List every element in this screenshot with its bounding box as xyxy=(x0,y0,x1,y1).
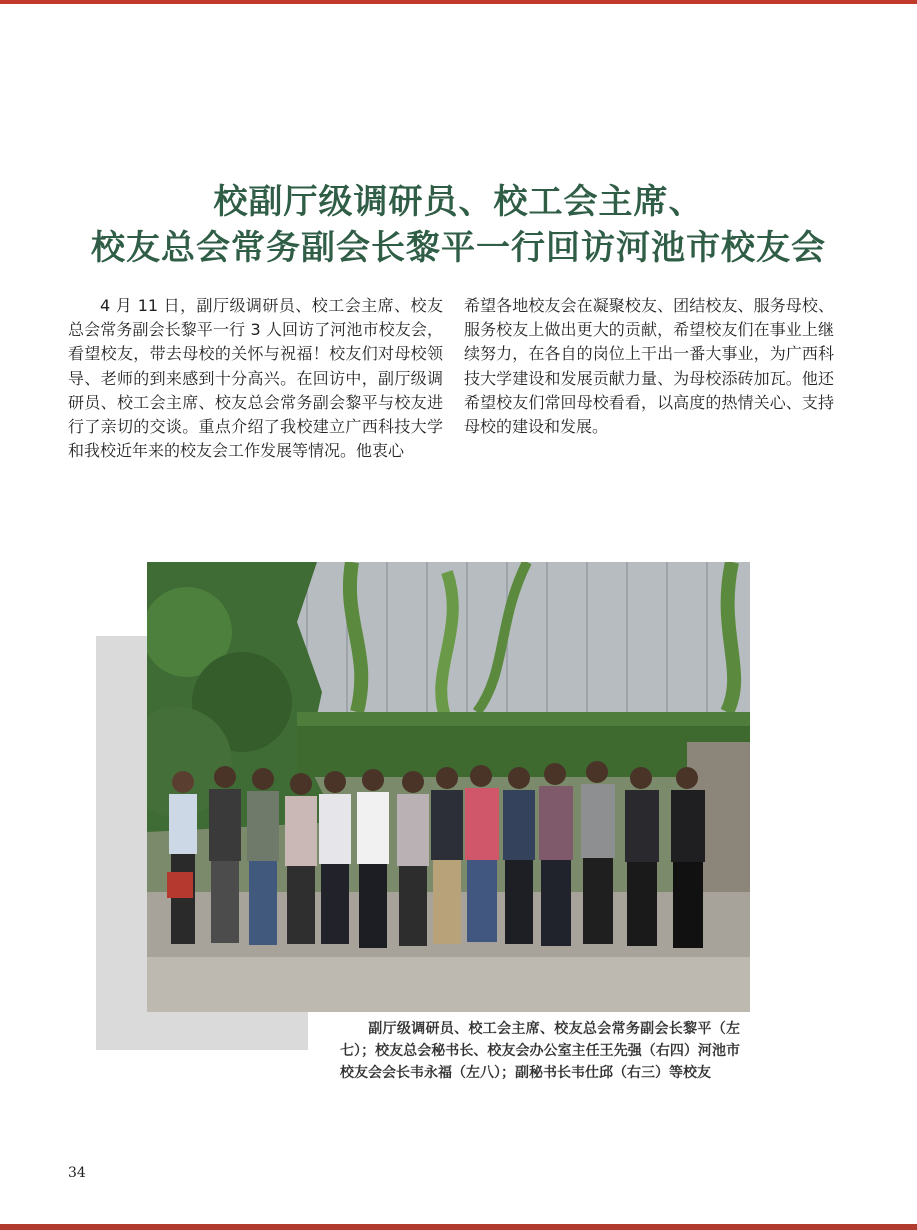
group-photo-illustration xyxy=(147,562,750,1012)
bottom-rule xyxy=(0,1224,917,1230)
page-title-line-1: 校副厅级调研员、校工会主席、 xyxy=(213,182,704,222)
page-number: 34 xyxy=(68,1165,86,1181)
page-title-line-2: 校友总会常务副会长黎平一行回访河池市校友会 xyxy=(91,228,826,268)
top-rule xyxy=(0,0,917,4)
photo-caption xyxy=(340,1018,740,1084)
caption-text: 副厅级调研员、校工会主席、校友总会常务副会长黎平（左七）；校友总会秘书长、校友会办公室主任王先强（右四）河池市校友会会长韦永福（左八）；副秘书长韦仕邱（右三）等校友 xyxy=(340,1021,740,1081)
article-column-right: 希望各地校友会在凝聚校友、团结校友、服务母校、服务校友上做出更大的贡献，希望校友们在事业上继续努力，在各自的岗位上干出一番大事业，为广西科技大学建设和发展贡献力量、为母校添砖加瓦。他还希望校友们常回母校看看，以高度的热情关心、支持母校的建设和发展。 xyxy=(464,296,834,437)
group-photo xyxy=(147,562,750,1012)
article-column-left: 4 月 11 日，副厅级调研员、校工会主席、校友总会常务副会长黎平一行 3 人回访了河池市校友会，看望校友，带去母校的关怀与祝福！校友们对母校领导、老师的到来感到十分高兴。在回访中，副厅级调研员、校工会主席、校友总会常务副会黎平与校友进行了亲切的交谈。重点介绍了我校建立广西科技大学和我校近年来的校友会工作发展等情况。他衷心 xyxy=(68,296,443,461)
